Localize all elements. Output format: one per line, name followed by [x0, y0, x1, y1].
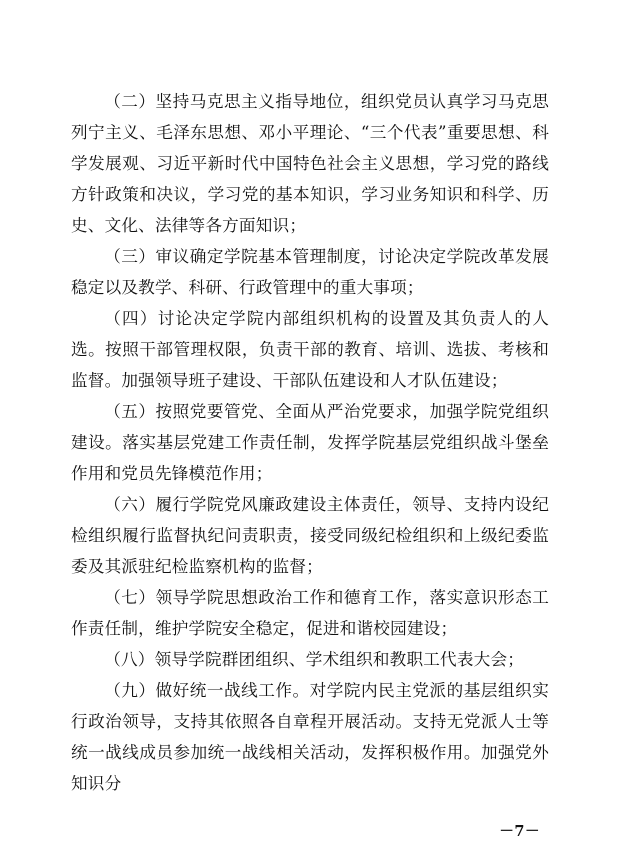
paragraph-item-5: （五）按照党要管党、全面从严治党要求，加强学院党组织建设。落实基层党建工作责任制，发挥学院基层党组织战斗堡垒作用和党员先锋模范作用；: [71, 402, 549, 483]
page-number: －7－: [499, 823, 540, 840]
paragraph-item-6: （六）履行学院党风廉政建设主体责任，领导、支持内设纪检组织履行监督执纪问责职责，接受同级纪检组织和上级纪委监委及其派驻纪检监察机构的监督；: [71, 495, 549, 576]
paragraph-item-4: （四）讨论决定学院内部组织机构的设置及其负责人的人选。按照干部管理权限，负责干部的教育、培训、选拔、考核和监督。加强领导班子建设、干部队伍建设和人才队伍建设；: [71, 309, 549, 390]
paragraph-item-9: （九）做好统一战线工作。对学院内民主党派的基层组织实行政治领导，支持其依照各自章程开展活动。支持无党派人士等统一战线成员参加统一战线相关活动，发挥积极作用。加强党外知识分: [71, 681, 549, 793]
paragraph-item-3: （三）审议确定学院基本管理制度，讨论决定学院改革发展稳定以及教学、科研、行政管理中的重大事项；: [71, 247, 549, 297]
paragraph-item-8: （八）领导学院群团组织、学术组织和教职工代表大会；: [104, 650, 525, 669]
paragraph-item-7: （七）领导学院思想政治工作和德育工作，落实意识形态工作责任制，维护学院安全稳定，促进和谐校园建设；: [71, 588, 549, 638]
document-body: [71, 86, 549, 799]
paragraph-item-2: （二）坚持马克思主义指导地位，组织党员认真学习马克思列宁主义、毛泽东思想、邓小平理论、“三个代表”重要思想、科学发展观、习近平新时代中国特色社会主义思想，学习党的路线方针政策和决议，学习党的基本知识，学习业务知识和科学、历史、文化、法律等各方面知识；: [71, 92, 549, 235]
